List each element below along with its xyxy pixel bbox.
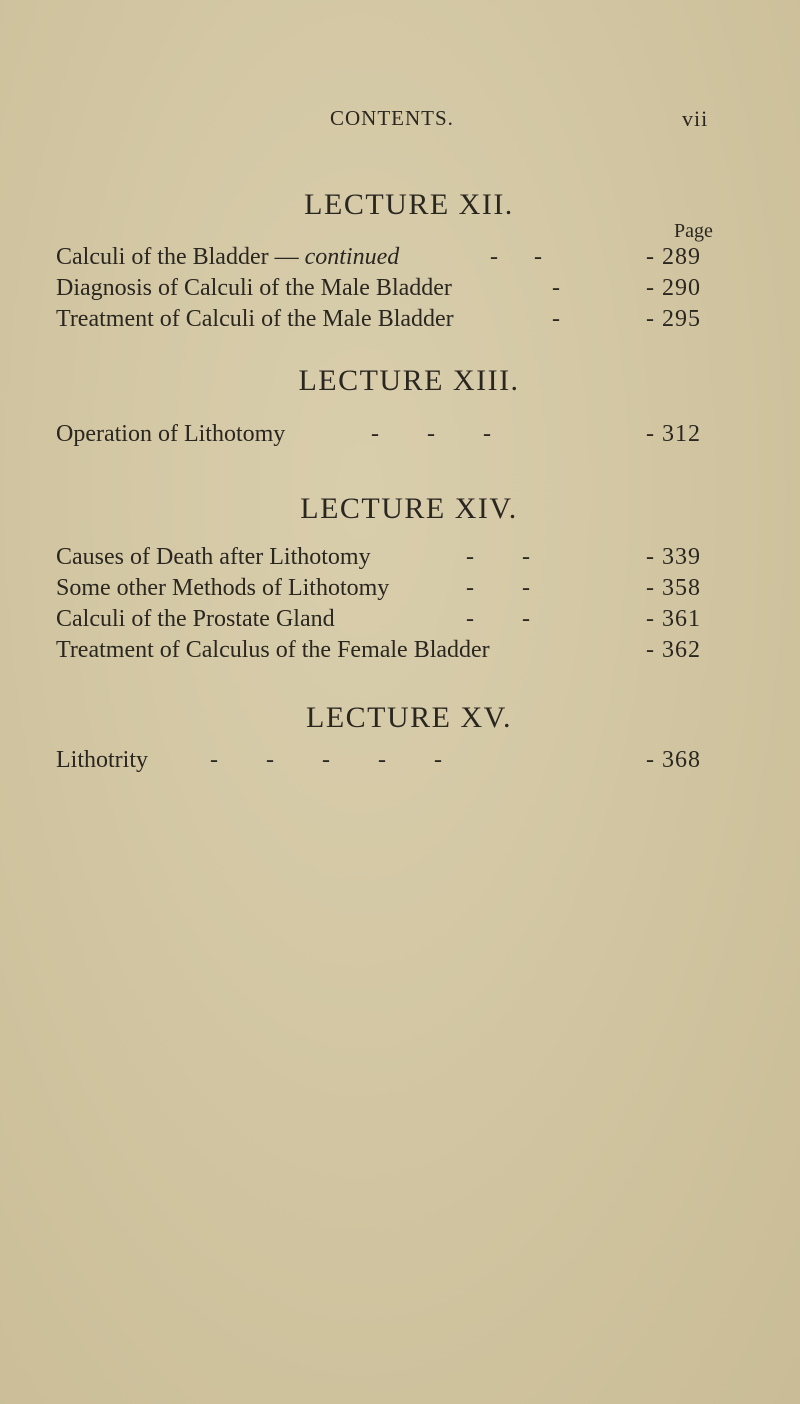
toc-leader-dashes: - - bbox=[466, 544, 530, 570]
page-column-label: Page bbox=[674, 220, 713, 242]
lecture-heading: LECTURE XII. bbox=[304, 188, 514, 221]
toc-entry bbox=[56, 418, 736, 450]
toc-leader-dashes: - - bbox=[466, 575, 530, 601]
toc-entry bbox=[56, 572, 736, 604]
toc-entry-page: - 339 bbox=[646, 544, 701, 570]
toc-entry bbox=[56, 634, 736, 666]
toc-entry-title: Calculi of the Bladder — continued bbox=[56, 244, 400, 270]
toc-entry-title-italic: continued bbox=[304, 244, 400, 270]
toc-entry-title: Calculi of the Prostate Gland bbox=[56, 606, 335, 632]
running-head bbox=[0, 106, 800, 136]
toc-entry bbox=[56, 303, 736, 335]
toc-entry bbox=[56, 744, 736, 776]
toc-entry-page: - 368 bbox=[646, 747, 701, 773]
lecture-heading: LECTURE XIII. bbox=[298, 364, 520, 397]
toc-entry bbox=[56, 541, 736, 573]
running-head-title: CONTENTS. bbox=[330, 106, 454, 130]
toc-entry-title: Operation of Lithotomy bbox=[56, 421, 286, 447]
toc-entry-title: Causes of Death after Lithotomy bbox=[56, 544, 371, 570]
toc-entry-page: - 361 bbox=[646, 606, 701, 632]
lecture-heading: LECTURE XIV. bbox=[300, 492, 518, 525]
toc-entry-title: Some other Methods of Lithotomy bbox=[56, 575, 390, 601]
toc-entry-page: - 295 bbox=[646, 306, 701, 332]
toc-leader-dashes: - bbox=[552, 306, 560, 332]
toc-entry-page: - 290 bbox=[646, 275, 701, 301]
toc-entry bbox=[56, 603, 736, 635]
toc-entry bbox=[56, 241, 736, 273]
toc-leader-dashes: - - - - - bbox=[210, 747, 442, 773]
running-head-page-number: vii bbox=[682, 106, 709, 131]
toc-entry-page: - 362 bbox=[646, 637, 701, 663]
toc-leader-dashes: - bbox=[552, 275, 560, 301]
toc-leader-dashes: - - bbox=[466, 606, 530, 632]
toc-entry-title: Treatment of Calculi of the Male Bladder bbox=[56, 306, 454, 332]
toc-entry-page: - 312 bbox=[646, 421, 701, 447]
lecture-heading: LECTURE XV. bbox=[306, 701, 512, 734]
toc-entry bbox=[56, 272, 736, 304]
toc-entry-title: Treatment of Calculus of the Female Bladder bbox=[56, 637, 490, 663]
toc-entry-title: Diagnosis of Calculi of the Male Bladder bbox=[56, 275, 452, 301]
toc-entry-page: - 289 bbox=[646, 244, 701, 270]
toc-entry-title: Lithotrity bbox=[56, 747, 148, 773]
toc-entry-page: - 358 bbox=[646, 575, 701, 601]
toc-leader-dashes: - - bbox=[490, 244, 542, 270]
toc-leader-dashes: - - - bbox=[371, 421, 491, 447]
